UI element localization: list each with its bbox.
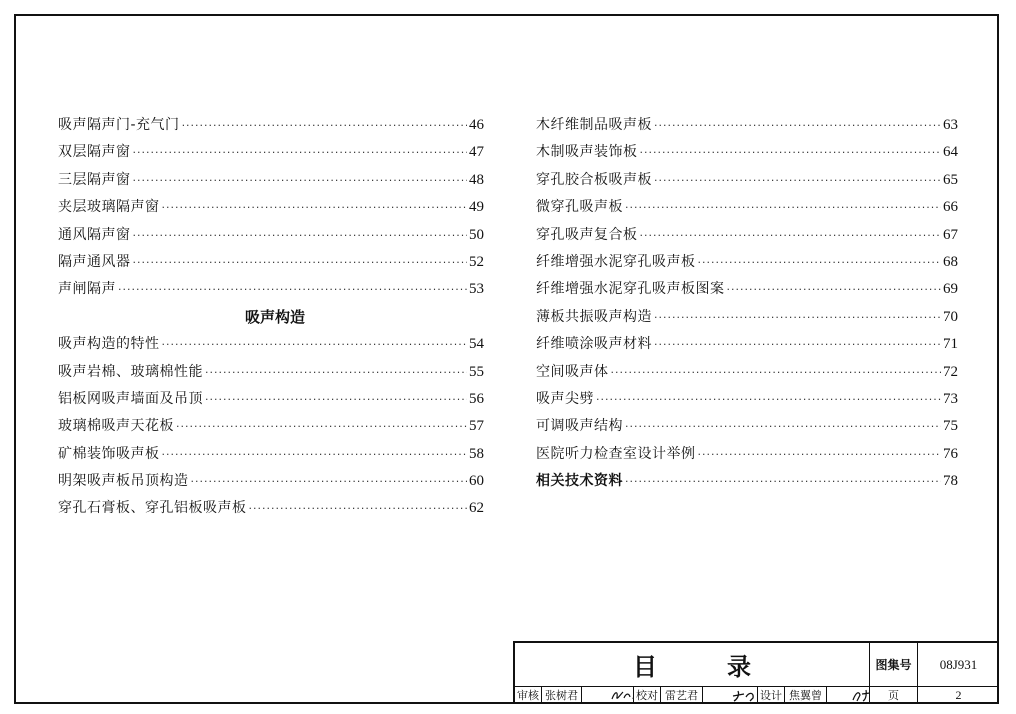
entry-page: 46 [469,117,484,133]
entry-title: 微穿孔吸声板 [536,199,623,216]
entry-title: 可调吸声结构 [536,418,623,435]
toc-entry[interactable] [58,222,484,249]
toc-entry[interactable] [536,249,958,276]
toc-entry[interactable] [58,112,484,139]
atlas-number: 08J931 [939,656,978,672]
dot-leader [698,249,942,276]
entry-title: 明架吸声板吊顶构造 [58,473,189,490]
toc-entry[interactable] [536,441,958,468]
entry-title: 铝板网吸声墙面及吊顶 [58,390,203,407]
entry-page: 73 [943,390,958,407]
entry-page: 53 [469,281,484,298]
entry-title: 双层隔声窗 [58,144,131,161]
design-label: 设计 [758,687,785,704]
reviewer-name: 张树君 [542,687,582,704]
entry-title: 穿孔吸声复合板 [536,226,638,243]
toc-entry[interactable] [536,413,958,440]
toc-entry[interactable] [536,276,958,303]
toc-entry[interactable] [58,386,484,413]
page-label: 页 [870,687,918,704]
toc-entry[interactable] [536,167,958,194]
dot-leader [191,468,468,495]
dot-leader [654,304,941,331]
entry-title: 纤维喷涂吸声材料 [536,336,652,353]
dot-leader [133,222,468,249]
title-block [513,641,999,704]
dot-leader [205,359,467,386]
dot-leader [205,386,467,413]
toc-entry-related-technical-data[interactable] [536,468,958,495]
dot-leader [162,194,468,221]
title-block-row-bottom [515,687,999,704]
entry-page: 62 [469,500,484,517]
entry-title: 穿孔胶合板吸声板 [536,171,652,188]
toc-entry[interactable] [58,167,484,194]
entry-title: 通风隔声窗 [58,226,131,243]
entry-title: 吸声岩棉、玻璃棉性能 [58,363,203,380]
entry-page: 52 [469,253,484,270]
toc-entry[interactable] [58,194,484,221]
dot-leader [118,276,467,303]
dot-leader [640,222,942,249]
dot-leader [625,468,941,495]
toc-entry[interactable] [58,495,484,522]
entry-title: 木纤维制品吸声板 [536,117,652,133]
dot-leader [611,359,942,386]
entry-title: 相关技术资料 [536,473,623,490]
entry-title: 三层隔声窗 [58,171,131,188]
entry-page: 57 [469,418,484,435]
section-heading: 吸声构造 [244,307,305,326]
entry-page: 69 [943,281,958,298]
entry-page: 78 [943,473,958,490]
dot-leader [698,441,942,468]
entry-page: 55 [469,363,484,380]
toc-entry[interactable] [536,222,958,249]
toc-entry[interactable] [536,139,958,166]
entry-page: 70 [943,308,958,325]
dot-leader [162,331,468,358]
toc-left-column [58,112,484,523]
dot-leader [162,441,468,468]
entry-title: 穿孔石膏板、穿孔铝板吸声板 [58,500,247,517]
entry-title: 纤维增强水泥穿孔吸声板 [536,253,696,270]
toc-entry[interactable] [536,112,958,139]
dot-leader [133,249,468,276]
sheet-title [515,643,870,686]
dot-leader [640,139,942,166]
entry-page: 50 [469,226,484,243]
dot-leader [182,112,467,139]
dot-leader [133,167,468,194]
title-block-row-top [515,643,999,687]
dot-leader [249,495,468,522]
entry-page: 56 [469,390,484,407]
entry-title: 夹层玻璃隔声窗 [58,199,160,216]
dot-leader [133,139,468,166]
dot-leader [176,413,467,440]
dot-leader [596,386,941,413]
review-label: 审核 [515,687,542,704]
entry-page: 47 [469,144,484,161]
checker-signature [703,687,758,704]
toc-entry[interactable] [58,139,484,166]
entry-title: 木制吸声装饰板 [536,144,638,161]
entry-page: 48 [469,171,484,188]
sheet-title-char: 录 [727,653,751,681]
entry-title: 纤维增强水泥穿孔吸声板图案 [536,281,725,298]
toc-entry[interactable] [58,468,484,495]
entry-page: 64 [943,144,958,161]
entry-title: 吸声隔声门-充气门 [58,117,180,133]
entry-page: 54 [469,336,484,353]
designer-name: 焦翼曾 [785,687,827,704]
toc-entry[interactable] [536,386,958,413]
entry-page: 68 [943,253,958,270]
dot-leader [654,331,941,358]
entry-page: 66 [943,199,958,216]
toc-entry[interactable] [58,413,484,440]
entry-page: 65 [943,171,958,188]
entry-page: 76 [943,445,958,462]
toc-entry[interactable] [58,276,484,303]
dot-leader [625,413,941,440]
toc-entry[interactable] [536,359,958,386]
entry-title: 医院听力检查室设计举例 [536,445,696,462]
toc-entry[interactable] [58,331,484,358]
entry-title: 隔声通风器 [58,253,131,270]
entry-title: 吸声构造的特性 [58,336,160,353]
entry-title: 矿棉装饰吸声板 [58,445,160,462]
entry-page: 67 [943,226,958,243]
entry-page: 63 [943,117,958,133]
entry-page: 71 [943,336,958,353]
checker-name: 雷艺君 [661,687,703,704]
entry-title: 玻璃棉吸声天花板 [58,418,174,435]
toc-entry[interactable] [536,304,958,331]
designer-signature [827,687,870,704]
handwritten-signature-icon [608,688,635,703]
atlas-number-label: 图集号 [870,643,918,686]
toc-entry[interactable] [536,331,958,358]
sheet-title-char: 目 [633,653,657,681]
dot-leader [727,276,942,303]
handwritten-signature-icon [848,688,870,703]
entry-page: 75 [943,418,958,435]
entry-title: 空间吸声体 [536,363,609,380]
entry-title: 声闸隔声 [58,281,116,298]
handwritten-signature-icon [730,688,758,703]
entry-page: 72 [943,363,958,380]
entry-page: 60 [469,473,484,490]
dot-leader [654,112,941,139]
toc-right-column [536,112,958,495]
toc-entry[interactable] [536,194,958,221]
check-label: 校对 [634,687,661,704]
entry-page: 49 [469,199,484,216]
reviewer-signature [582,687,634,704]
entry-title: 薄板共振吸声构造 [536,308,652,325]
entry-page: 58 [469,445,484,462]
page-number: 2 [955,688,962,702]
toc-entry[interactable] [58,441,484,468]
toc-entry[interactable] [58,359,484,386]
toc-entry[interactable] [58,249,484,276]
dot-leader [654,167,941,194]
entry-title: 吸声尖劈 [536,390,594,407]
dot-leader [625,194,941,221]
